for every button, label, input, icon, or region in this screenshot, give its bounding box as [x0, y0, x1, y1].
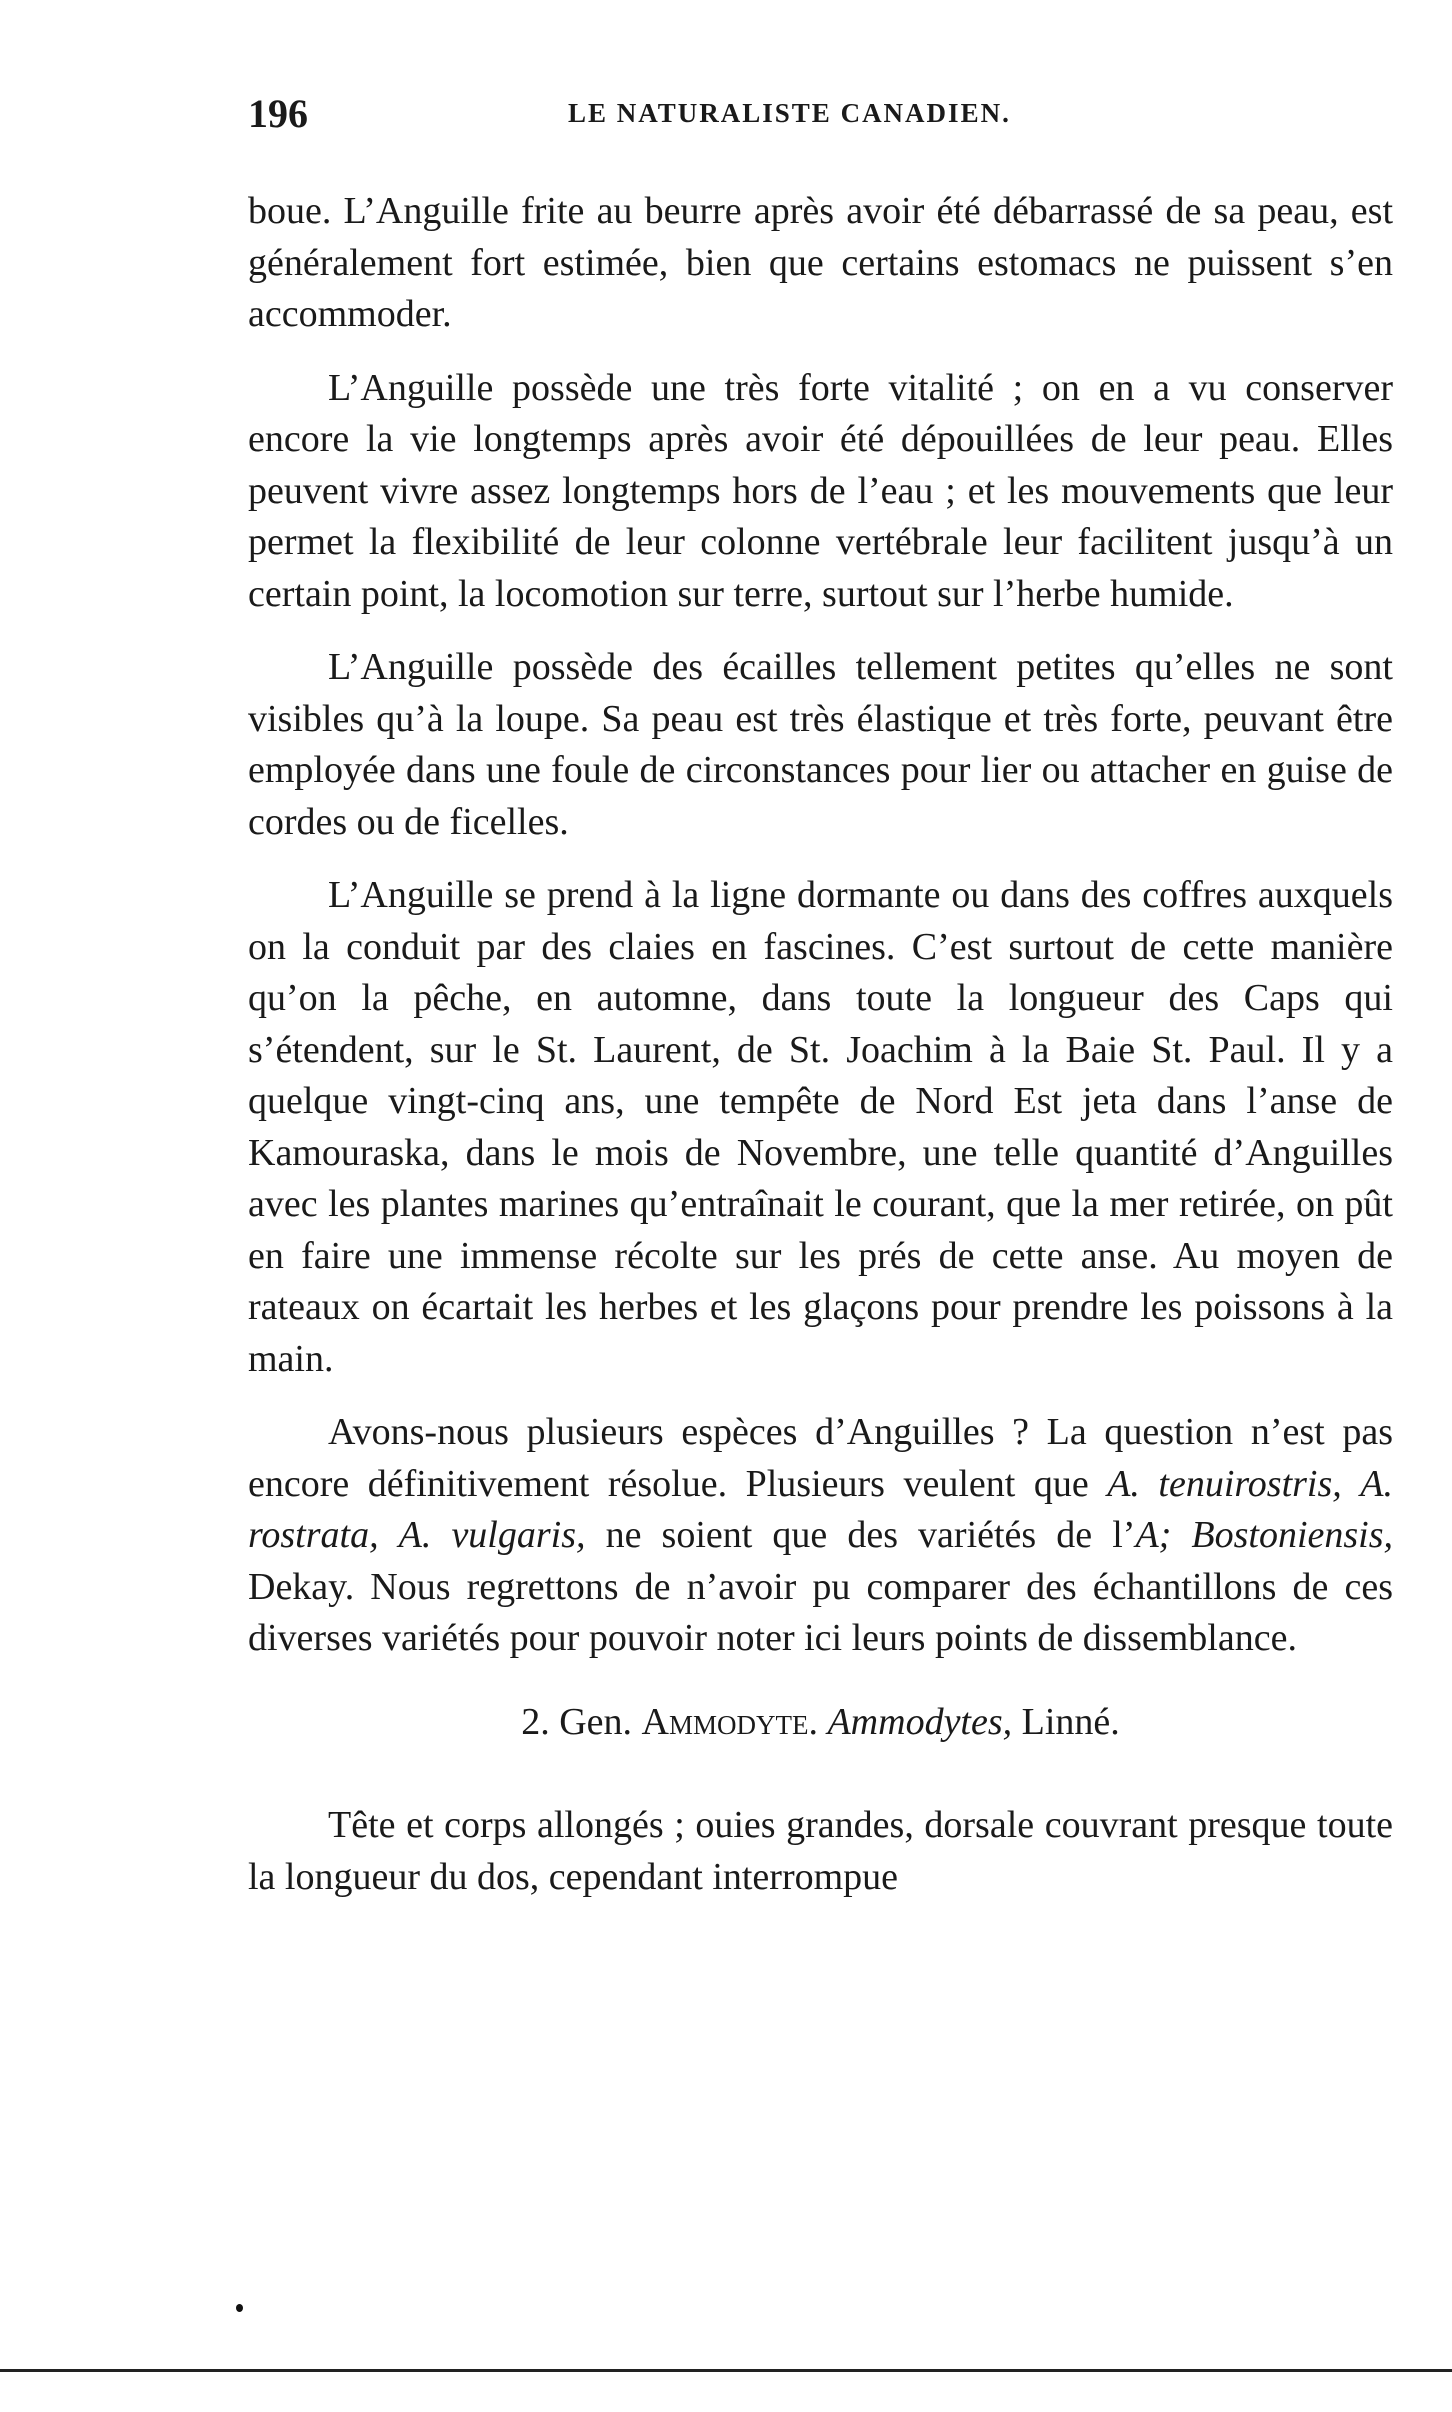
paragraph-2: L’Anguille possède une très forte vitalité ; on en a vu conserver encore la vie longtemps après avoir été dépouillées de leur peau. Elles peuvent vivre assez longtemps hors de l’eau ; et les mouvements que leur permet la flexibilité de leur colonne vertébrale leur facilitent jusqu’à un certain point, la locomotion sur terre, surtout sur l’herbe humide.	[248, 366, 1393, 615]
species-name: A. vulgaris,	[398, 1514, 586, 1556]
species-name: A. rostrata,	[248, 1462, 1393, 1556]
page-header	[248, 90, 1393, 150]
species-outro: Dekay. Nous regrettons de n’avoir pu comparer des échantillons de ces diverses variétés pour pouvoir noter ici leurs points de dissemblance.	[248, 1565, 1393, 1659]
genus-author: Linné.	[1021, 1700, 1120, 1743]
ink-speck	[236, 2304, 243, 2312]
page-number: 196	[248, 91, 308, 136]
paragraph-4: L’Anguille se prend à la ligne dormante ou dans des coffres auxquels on la conduit par des claies en fascines. C’est surtout de cette manière qu’on la pêche, en automne, dans toute la longueur des Caps qui s’étendent, sur le St. Laurent, de St. Joachim à la Baie St. Paul. Il y a quelque vingt-cinq ans, une tempête de Nord Est jeta dans l’anse de Kamouraska, dans le mois de Novembre, une telle quantité d’Anguilles avec les plantes marines qu’entraînait le courant, que la mer retirée, on pût en faire une immense récolte sur les prés de cette anse. Au moyen de rateaux on écartait les herbes et les glaçons pour prendre les poissons à la main.	[248, 874, 1393, 1380]
species-mid: ne soient que des variétés de l’	[585, 1514, 1136, 1556]
paragraph-last: Tête et corps allongés ; ouies grandes, dorsale couvrant presque toute la longueur du dos, cependant interrompue	[248, 1804, 1393, 1898]
species-name: A; Bostoniensis,	[1135, 1514, 1394, 1556]
paragraph-3: L’Anguille possède des écailles tellement petites qu’elles ne sont visibles qu’à la loupe. Sa peau est très élastique et très forte, peuvant être employée dans une foule de circonstances pour lier ou attacher en guise de cordes ou de ficelles.	[248, 646, 1393, 843]
species-intro: Avons-nous plusieurs espèces d’Anguilles ? La question n’est pas encore définitivement résolue. Plusieurs veulent que	[248, 1411, 1393, 1505]
genus-prefix: 2. Gen.	[521, 1700, 642, 1743]
page	[248, 90, 1393, 1925]
genus-latin: Ammodytes,	[827, 1700, 1013, 1743]
paragraph-1: boue. L’Anguille frite au beurre après avoir été débarrassé de sa peau, est généralement fort estimée, bien que certains estomacs ne puissent s’en accommoder.	[248, 190, 1393, 335]
genus-name: Ammodyte.	[641, 1700, 818, 1743]
paragraph-species	[248, 1407, 1393, 1665]
species-name: A. tenuirostris,	[1107, 1462, 1342, 1505]
page-edge-rule	[0, 2369, 1452, 2372]
running-head: LE NATURALISTE CANADIEN.	[568, 98, 1011, 128]
genus-heading	[248, 1697, 1393, 1749]
